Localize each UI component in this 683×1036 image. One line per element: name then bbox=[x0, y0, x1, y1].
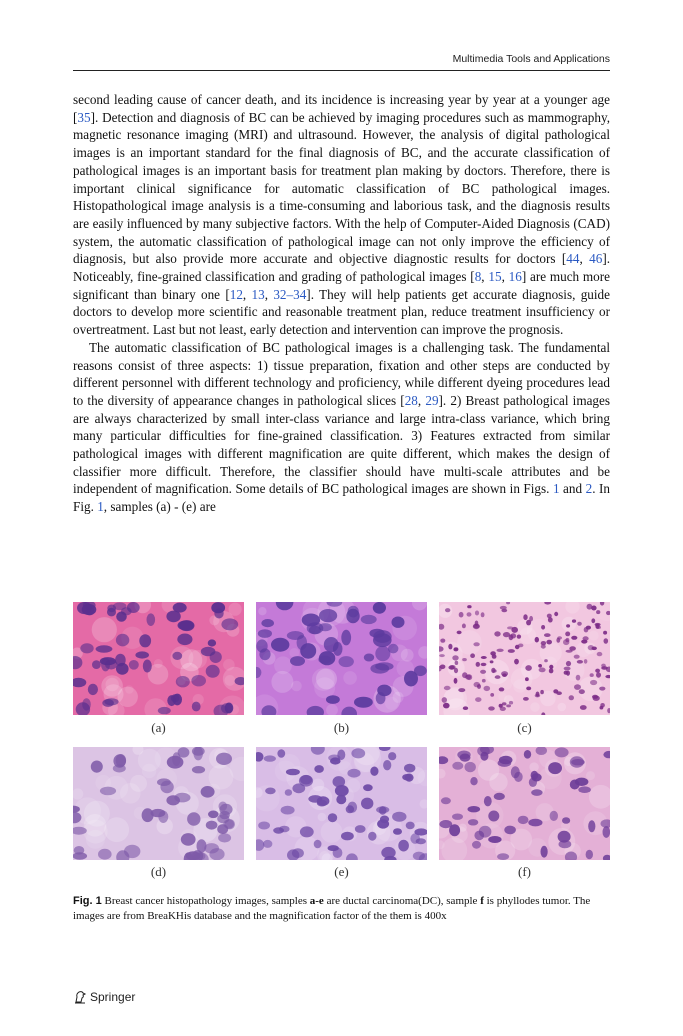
citation-link[interactable]: 12 bbox=[229, 286, 243, 302]
publisher-name: Springer bbox=[90, 990, 136, 1004]
caption-text: Breast cancer histopathology images, samples a-e are ductal carcinoma(DC), sample f is phyllodes tumor. The images are from BreaKHis database and the magnification factor of the them is 400x bbox=[73, 895, 591, 922]
citation-link[interactable]: 44 bbox=[566, 251, 580, 267]
page-footer bbox=[73, 990, 135, 1004]
panel-e-image bbox=[256, 747, 427, 860]
panel-c-label: (c) bbox=[517, 720, 532, 735]
panel-f-label: (f) bbox=[518, 864, 531, 879]
citation-link[interactable]: 13 bbox=[251, 286, 265, 302]
panel-c-image bbox=[439, 602, 610, 715]
panel-a-label: (a) bbox=[151, 720, 166, 735]
panel-a-image bbox=[73, 602, 244, 715]
page-header bbox=[73, 52, 610, 71]
panel-e-label: (e) bbox=[334, 864, 349, 879]
citation-link[interactable]: 46 bbox=[589, 251, 603, 267]
citation-link[interactable]: 32–34 bbox=[273, 286, 307, 302]
citation-link[interactable]: 15 bbox=[488, 269, 502, 285]
paragraph-2: The automatic classification of BC pathological images is a challenging task. The fundamental reasons consist of three aspects: 1) tissue preparation, fixation and other steps are conducted by different personnel with different technology and proficiency, while different dyeing procedures lead to the diversity of appearance changes in pathological slices [28, 29]. 2) Breast pathological images are always characterized by small inter-class variance and large intra-class variance, which bring many particular difficulties for fine-grained classification. 3) Features extracted from similar pathological images with different magnification are quite different, which makes the design of classifier more difficult. Therefore, the classifier should have multi-scale attributes and be independent of magnification. Some details of BC pathological images are shown in Figs. 1 and 2. In Fig. 1, samples (a) - (e) are bbox=[73, 339, 611, 515]
figure-caption bbox=[73, 894, 610, 924]
caption-label: Fig. 1 bbox=[73, 895, 102, 907]
citation-link[interactable]: 1 bbox=[97, 499, 104, 515]
panel-d-label: (d) bbox=[150, 864, 167, 879]
citation-link[interactable]: 2 bbox=[585, 481, 593, 497]
panel-b-image bbox=[256, 602, 427, 715]
citation-link[interactable]: 29 bbox=[425, 392, 439, 408]
paragraph-1: second leading cause of cancer death, and its incidence is increasing year by year at a younger age [35]. Detection and diagnosis of BC can be achieved by imaging procedures such as mammography, magnetic resonance imaging (MRI) and ultrasound. However, the analysis of digital pathological images is an important standard for the final diagnosis of BC, and the accurate classification of pathological images is an important basis for treatment plan making by doctors. Therefore, there is important clinical significance for automatic classification of BC pathological images. Histopathological image analysis is a time-consuming and laborious task, and the diagnosis results are easily influenced by many subjective factors. With the help of Computer-Aided Diagnosis (CAD) system, the automatic classification of pathological image can not only improve the efficiency of diagnosis, but also provide more accurate and objective diagnostic results for doctors [44, 46]. Noticeably, fine-grained classification and grading of pathological images [8, 15, 16] are much more significant than binary one [12, 13, 32–34]. They will help patients get accurate diagnosis, guide doctors to develop more scientific and reasonable treatment plan, reduce treatment insufficiency or overtreatment. Last but not least, early detection and intervention can improve the prognosis. bbox=[73, 92, 611, 338]
citation-link[interactable]: 8 bbox=[474, 269, 482, 285]
body-text bbox=[73, 91, 610, 516]
springer-horse-icon bbox=[73, 990, 87, 1004]
panel-b-label: (b) bbox=[333, 720, 350, 735]
citation-link[interactable]: 16 bbox=[508, 269, 522, 285]
journal-name: Multimedia Tools and Applications bbox=[452, 53, 610, 65]
citation-link[interactable]: 1 bbox=[552, 481, 560, 497]
panel-d-image bbox=[73, 747, 244, 860]
panel-f-image bbox=[439, 747, 610, 860]
citation-link[interactable]: 28 bbox=[404, 392, 418, 408]
citation-link[interactable]: 35 bbox=[77, 109, 91, 125]
